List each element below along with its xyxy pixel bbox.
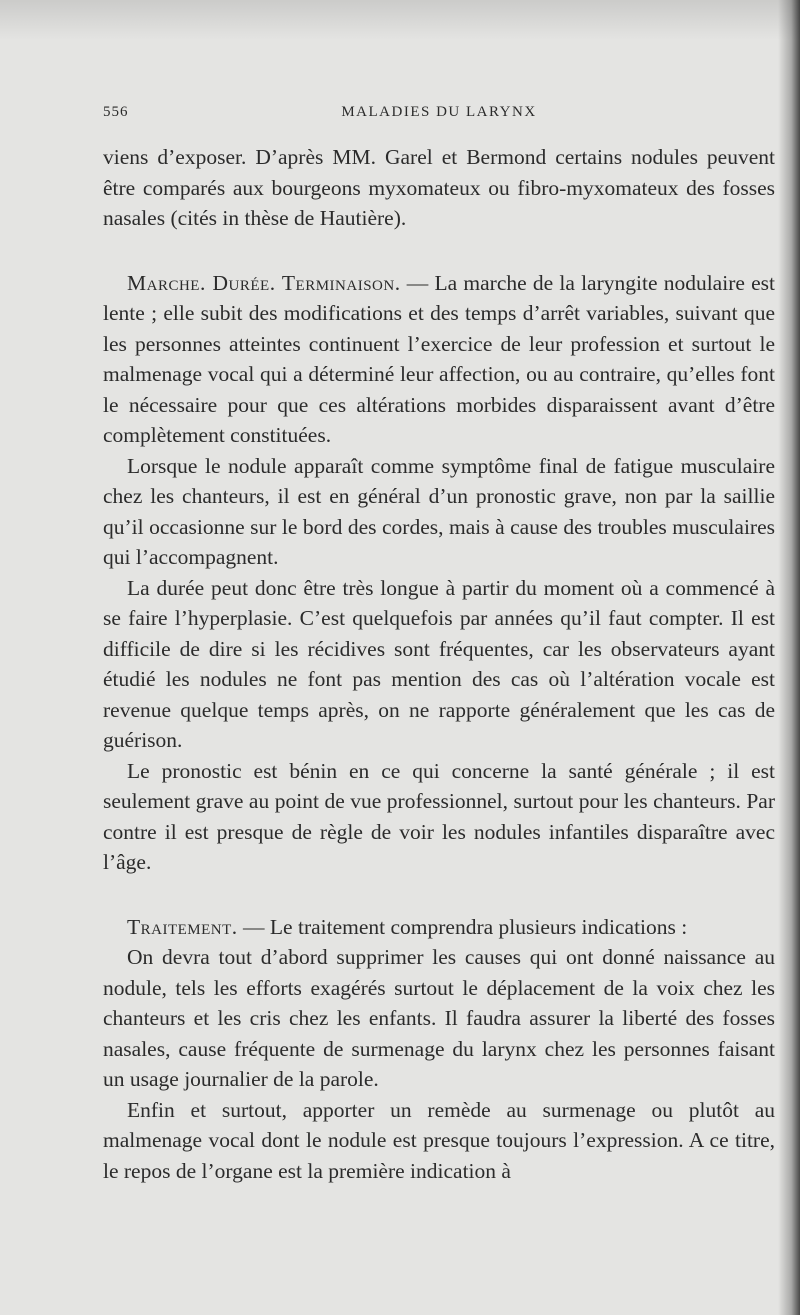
page-number: 556 [103, 104, 129, 120]
paragraph-enfin: Enfin et surtout, apporter un remède au surmenage ou plutôt au malmenage vocal dont le nodule est presque toujours l’expression. A ce titre, le repos de l’organe est la première indication à [103, 1097, 775, 1183]
running-title: MALADIES DU LARYNX [341, 104, 537, 120]
paragraph-duree: La durée peut donc être très longue à partir du moment où a commencé à se faire l’hyperplasie. C’est quelquefois par années qu’il faut compter. Il est difficile de dire si les récidives sont fréquentes, car les observateurs ayant étudié les nodules ne font pas mention des cas où l’altération vocale est revenue quelque temps après, on ne rapporte généralement que les cas de guérison. [103, 575, 775, 752]
paragraph-lorsque: Lorsque le nodule apparaît comme symptôme final de fatigue musculaire chez les chanteurs, il est en général d’un pronostic grave, non par la saillie qu’il occasionne sur le bord des cordes, mais à cause des troubles musculaires qui l’accompagnent. [103, 453, 775, 569]
paragraph-pronostic: Le pronostic est bénin en ce qui concerne la santé générale ; il est seulement grave au point de vue professionnel, surtout pour les chanteurs. Par contre il est presque de règle de voir les nodules infantiles disparaître avec l’âge. [103, 758, 775, 874]
paragraph-marche [103, 268, 775, 451]
section-heading-traitement: Traitement. [127, 914, 238, 939]
paragraph-traitement-text: — Le traitement comprendra plusieurs indications : [237, 914, 688, 939]
paragraph-continuation: viens d’exposer. D’après MM. Garel et Bermond certains nodules peuvent être comparés aux bourgeons myxomateux ou fibro-myxomateux des fosses nasales (cités in thèse de Hautière). [103, 145, 775, 230]
scan-shadow-right [778, 0, 800, 1315]
section-heading-marche: Marche. Durée. Terminaison. [127, 270, 401, 295]
running-header [103, 98, 775, 126]
paragraph-traitement [103, 912, 775, 943]
paragraph-marche-text: — La marche de la laryngite nodulaire est lente ; elle subit des modifications et des temps d’arrêt variables, suivant que les personnes atteintes continuent l’exercice de leur profession et surtout le malmenage vocal qui a déterminé leur affection, ou au contraire, qu’elles font le nécessaire pour que ces altérations morbides disparaissent avant d’être complètement constituées. [103, 270, 775, 447]
book-page [103, 98, 775, 1186]
scan-shadow-top [0, 0, 800, 40]
paragraph-causes: On devra tout d’abord supprimer les causes qui ont donné naissance au nodule, tels les efforts exagérés surtout le déplacement de la voix chez les chanteurs et les cris chez les enfants. Il faudra assurer la liberté des fosses nasales, cause fréquente de surmenage du larynx chez les personnes faisant un usage journalier de la parole. [103, 945, 775, 1091]
